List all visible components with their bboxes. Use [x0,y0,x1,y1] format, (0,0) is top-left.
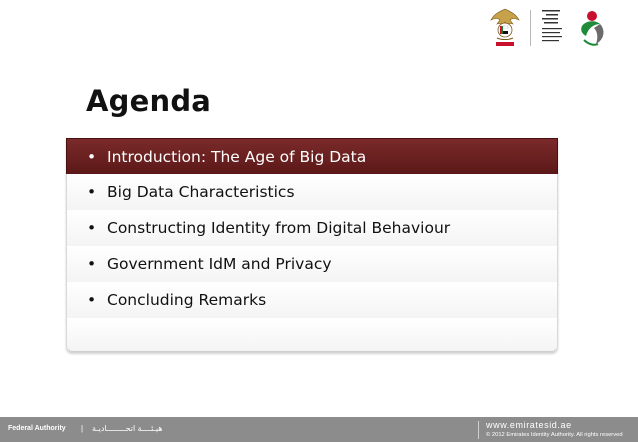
agenda-item-label: Constructing Identity from Digital Behaviour [107,219,451,237]
footer-bar [0,417,638,442]
logo-divider [530,10,531,46]
bullet-marker: • [87,148,97,166]
footer-authority-label: Federal Authority [8,425,66,432]
bullet-marker: • [87,255,97,273]
slide-title: Agenda [86,84,212,118]
footer-divider [478,421,479,439]
uae-emblem-icon [487,6,523,50]
agenda-item-label: Big Data Characteristics [107,183,295,201]
footer-separator: | [81,424,84,433]
agenda-item-characteristics[interactable] [66,174,558,211]
agenda-empty-row [66,318,558,352]
agenda-item-label: Government IdM and Privacy [107,255,332,273]
agenda-item-constructing-identity[interactable] [66,210,558,247]
agenda-item-label: Introduction: The Age of Big Data [107,148,367,166]
agenda-item-government-idm[interactable] [66,246,558,283]
emirates-identity-authority-logo [536,4,632,52]
bullet-marker: • [87,291,97,309]
agenda-list [66,138,558,351]
footer-arabic-label: هيـئــــة اتحــــــــاديـة [92,424,163,433]
agenda-item-label: Concluding Remarks [107,291,267,309]
agenda-item-introduction[interactable] [66,138,558,175]
footer-website-link[interactable]: www.emiratesid.ae [486,420,572,430]
agenda-item-concluding-remarks[interactable] [66,282,558,319]
bullet-marker: • [87,183,97,201]
footer-copyright: © 2012 Emirates Identity Authority. All rights reserved [486,432,623,438]
bullet-marker: • [87,219,97,237]
